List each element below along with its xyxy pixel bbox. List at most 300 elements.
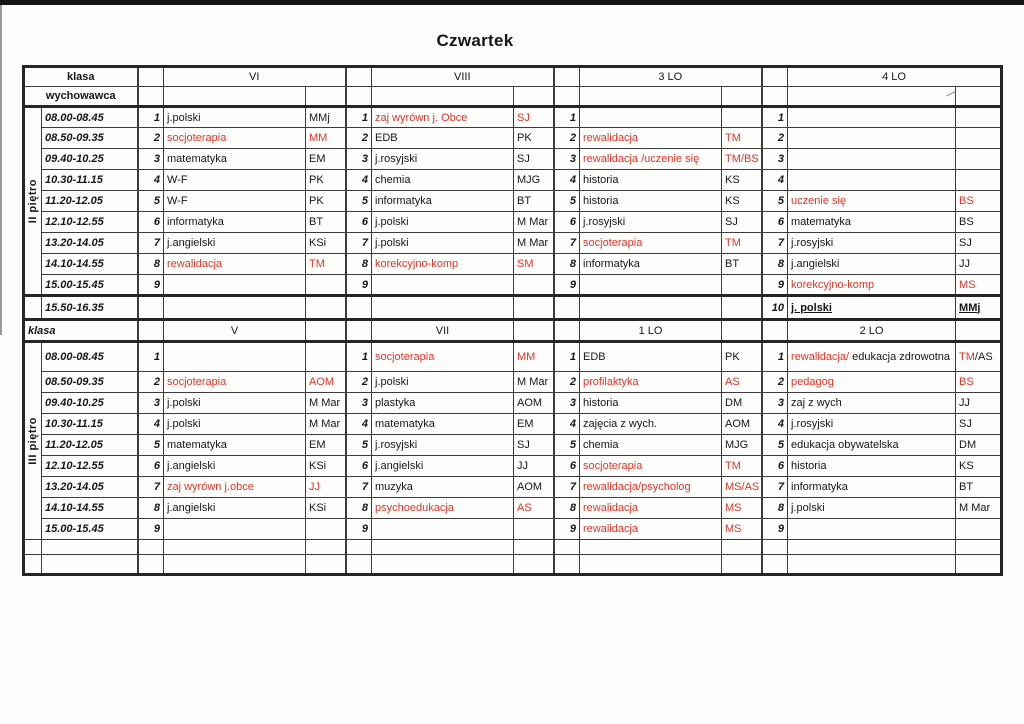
subject-cell: korekcyjno-komp — [788, 275, 956, 296]
teacher-code-cell — [956, 170, 1002, 191]
subject-cell: socjoterapia — [372, 342, 514, 372]
lesson-number-cell — [138, 296, 164, 320]
subject-cell: matematyka — [788, 212, 956, 233]
teacher-code-cell: DM — [956, 435, 1002, 456]
subject-cell: j. polski — [788, 296, 956, 320]
lesson-number-cell — [346, 540, 372, 555]
teacher-code-cell: JJ — [956, 254, 1002, 275]
teacher-code-cell: SJ — [722, 212, 762, 233]
table-row — [24, 555, 1002, 575]
subject-cell: historia — [580, 170, 722, 191]
teacher-code-cell: PK — [306, 191, 346, 212]
lesson-number-cell: 6 — [762, 212, 788, 233]
teacher-code-cell — [514, 296, 554, 320]
lesson-number-cell: 3 — [346, 393, 372, 414]
lesson-number-cell: 4 — [138, 170, 164, 191]
teacher-code-cell: JJ — [514, 456, 554, 477]
lesson-number-cell: 7 — [346, 233, 372, 254]
teacher-code-cell: BT — [956, 477, 1002, 498]
subject-cell — [164, 296, 306, 320]
lesson-number-cell: 7 — [138, 233, 164, 254]
subject-cell — [580, 555, 722, 575]
table-row — [24, 254, 1002, 275]
lesson-number-cell — [346, 320, 372, 342]
subject-cell — [372, 87, 514, 107]
lesson-number-cell — [346, 87, 372, 107]
time-cell: 15.50-16.35 — [42, 296, 138, 320]
teacher-code-cell: BT — [514, 191, 554, 212]
teacher-code-cell: TM — [722, 456, 762, 477]
subject-cell: uczenie się — [788, 191, 956, 212]
lesson-number-cell: 5 — [762, 191, 788, 212]
teacher-code-cell: TM/BS — [722, 149, 762, 170]
lesson-number-cell: 1 — [554, 107, 580, 128]
subject-cell: j.angielski — [788, 254, 956, 275]
subject-text: edukacja zdrowotna — [852, 350, 951, 363]
time-cell: 08.50-09.35 — [42, 128, 138, 149]
teacher-code-cell: BS — [956, 191, 1002, 212]
scan-edge-top — [0, 0, 1024, 5]
class-header-cell: VI — [164, 67, 346, 87]
lesson-number-cell: 1 — [346, 107, 372, 128]
table-row — [24, 212, 1002, 233]
time-cell: 09.40-10.25 — [42, 393, 138, 414]
subject-cell — [788, 87, 956, 107]
subject-cell: chemia — [372, 170, 514, 191]
lesson-number-cell: 9 — [762, 275, 788, 296]
lesson-number-cell — [138, 540, 164, 555]
table-row — [24, 67, 1002, 87]
table-row — [24, 435, 1002, 456]
lesson-number-cell: 2 — [554, 128, 580, 149]
teacher-code-cell — [514, 320, 554, 342]
subject-cell: socjoterapia — [164, 128, 306, 149]
lesson-number-cell: 6 — [762, 456, 788, 477]
lesson-number-cell: 7 — [762, 233, 788, 254]
lesson-number-cell — [762, 540, 788, 555]
subject-cell: socjoterapia — [580, 456, 722, 477]
teacher-code-cell: M Mar — [956, 498, 1002, 519]
lesson-number-cell: 6 — [138, 212, 164, 233]
subject-cell: rewalidacja — [580, 128, 722, 149]
lesson-number-cell: 8 — [138, 254, 164, 275]
subject-cell — [372, 275, 514, 296]
subject-cell: j.polski — [164, 414, 306, 435]
subject-cell — [788, 128, 956, 149]
teacher-code-cell: SJ — [956, 414, 1002, 435]
table-row — [24, 128, 1002, 149]
lesson-number-cell: 1 — [138, 107, 164, 128]
time-cell: 08.50-09.35 — [42, 372, 138, 393]
teacher-code-cell — [514, 87, 554, 107]
teacher-code-cell: PK — [514, 128, 554, 149]
time-cell: 13.20-14.05 — [42, 477, 138, 498]
teacher-code-cell — [306, 87, 346, 107]
teacher-code-cell: JJ — [956, 393, 1002, 414]
subject-cell: informatyka — [788, 477, 956, 498]
lesson-number-cell — [138, 320, 164, 342]
time-cell: 11.20-12.05 — [42, 191, 138, 212]
lesson-number-cell: 5 — [138, 191, 164, 212]
lesson-number-cell — [554, 320, 580, 342]
subject-cell — [164, 275, 306, 296]
table-row — [24, 414, 1002, 435]
klasa-header-cell: klasa — [24, 320, 138, 342]
table-row — [24, 87, 1002, 107]
lesson-number-cell — [762, 320, 788, 342]
lesson-number-cell: 8 — [138, 498, 164, 519]
subject-cell: rewalidacja — [164, 254, 306, 275]
lesson-number-cell: 6 — [346, 456, 372, 477]
subject-cell: j.polski — [372, 212, 514, 233]
teacher-code-cell: MMj — [956, 296, 1002, 320]
subject-cell: rewalidacja/psycholog — [580, 477, 722, 498]
subject-cell: informatyka — [372, 191, 514, 212]
table-row — [24, 275, 1002, 296]
teacher-code-cell: M Mar — [306, 414, 346, 435]
lesson-number-cell: 4 — [554, 170, 580, 191]
lesson-number-cell — [762, 87, 788, 107]
teacher-code-cell: MS/AS — [722, 477, 762, 498]
lesson-number-cell: 6 — [554, 456, 580, 477]
lesson-number-cell: 2 — [554, 372, 580, 393]
subject-cell: j.polski — [164, 107, 306, 128]
lesson-number-cell: 9 — [554, 275, 580, 296]
teacher-code-cell — [956, 540, 1002, 555]
lesson-number-cell — [762, 555, 788, 575]
teacher-code-cell: MS — [722, 519, 762, 540]
teacher-code-cell — [722, 87, 762, 107]
time-cell: 15.00-15.45 — [42, 275, 138, 296]
lesson-number-cell — [138, 67, 164, 87]
teacher-code-cell: AOM — [306, 372, 346, 393]
lesson-number-cell: 3 — [346, 149, 372, 170]
teacher-code-cell: SJ — [514, 107, 554, 128]
teacher-code-cell: AOM — [514, 477, 554, 498]
subject-cell: j.polski — [788, 498, 956, 519]
subject-cell: informatyka — [164, 212, 306, 233]
teacher-code-cell — [956, 320, 1002, 342]
teacher-code-cell: TM — [722, 233, 762, 254]
teacher-code-cell: MM — [306, 128, 346, 149]
lesson-number-cell: 5 — [554, 435, 580, 456]
lesson-number-cell — [762, 67, 788, 87]
teacher-code-cell: KSi — [306, 456, 346, 477]
subject-cell: muzyka — [372, 477, 514, 498]
time-cell: 08.00-08.45 — [42, 342, 138, 372]
subject-cell — [788, 149, 956, 170]
time-cell: 10.30-11.15 — [42, 414, 138, 435]
lesson-number-cell: 8 — [346, 498, 372, 519]
table-row — [24, 498, 1002, 519]
lesson-number-cell: 1 — [762, 342, 788, 372]
subject-cell — [372, 296, 514, 320]
class-header-cell: 4 LO — [788, 67, 1002, 87]
time-cell: 14.10-14.55 — [42, 254, 138, 275]
teacher-code-cell: SJ — [514, 435, 554, 456]
time-cell: 08.00-08.45 — [42, 107, 138, 128]
subject-cell — [164, 540, 306, 555]
teacher-code-cell — [722, 296, 762, 320]
lesson-number-cell: 7 — [762, 477, 788, 498]
lesson-number-cell — [554, 67, 580, 87]
subject-cell: matematyka — [164, 149, 306, 170]
subject-cell — [580, 87, 722, 107]
teacher-code-cell — [956, 149, 1002, 170]
teacher-code-cell — [956, 342, 1002, 372]
lesson-number-cell: 9 — [138, 519, 164, 540]
subject-cell: j.polski — [164, 393, 306, 414]
subject-cell — [788, 170, 956, 191]
teacher-code-cell: M Mar — [514, 212, 554, 233]
table-row — [24, 372, 1002, 393]
teacher-code-cell — [722, 107, 762, 128]
teacher-code-cell: KSi — [306, 498, 346, 519]
teacher-code-cell: SJ — [956, 233, 1002, 254]
lesson-number-cell: 3 — [554, 149, 580, 170]
subject-cell: j.polski — [372, 233, 514, 254]
lesson-number-cell: 1 — [762, 107, 788, 128]
subject-cell: informatyka — [580, 254, 722, 275]
teacher-code-cell: AS — [514, 498, 554, 519]
teacher-code-cell — [306, 555, 346, 575]
class-header-cell: V — [164, 320, 306, 342]
floor-label-text: II piętro — [27, 178, 39, 224]
table-row — [24, 320, 1002, 342]
timetable — [22, 65, 1003, 576]
lesson-number-cell: 3 — [762, 393, 788, 414]
teacher-code-cell — [722, 555, 762, 575]
table-row — [24, 519, 1002, 540]
teacher-code-cell: EM — [306, 149, 346, 170]
subject-cell: j.angielski — [164, 498, 306, 519]
subject-cell — [164, 342, 306, 372]
teacher-code-cell: AS — [722, 372, 762, 393]
time-cell: 15.00-15.45 — [42, 519, 138, 540]
lesson-number-cell: 1 — [554, 342, 580, 372]
teacher-code-cell: BS — [956, 372, 1002, 393]
subject-cell — [788, 519, 956, 540]
subject-cell: historia — [788, 456, 956, 477]
table-row — [24, 296, 1002, 320]
teacher-code-cell: M Mar — [514, 372, 554, 393]
teacher-code-cell: MJG — [514, 170, 554, 191]
subject-cell: profilaktyka — [580, 372, 722, 393]
subject-cell: zaj z wych — [788, 393, 956, 414]
lesson-number-cell: 3 — [138, 149, 164, 170]
subject-cell — [580, 275, 722, 296]
subject-cell: korekcyjno-komp — [372, 254, 514, 275]
class-header-cell: 1 LO — [580, 320, 722, 342]
klasa-header-cell: klasa — [24, 67, 138, 87]
subject-cell: j.rosyjski — [372, 435, 514, 456]
subject-cell: EDB — [580, 342, 722, 372]
lesson-number-cell: 9 — [138, 275, 164, 296]
subject-cell: socjoterapia — [164, 372, 306, 393]
subject-cell: chemia — [580, 435, 722, 456]
class-header-cell: VII — [372, 320, 514, 342]
subject-cell: rewalidacja — [580, 498, 722, 519]
lesson-number-cell: 3 — [138, 393, 164, 414]
lesson-number-cell: 2 — [138, 372, 164, 393]
lesson-number-cell: 8 — [762, 498, 788, 519]
floor-spacer-cell — [24, 296, 42, 320]
subject-cell: plastyka — [372, 393, 514, 414]
teacher-code-cell — [514, 540, 554, 555]
teacher-code-cell — [306, 296, 346, 320]
lesson-number-cell: 4 — [762, 170, 788, 191]
subject-cell: j.polski — [372, 372, 514, 393]
subject-cell — [788, 342, 956, 372]
floor-spacer-cell — [24, 540, 42, 555]
subject-cell: j.angielski — [164, 456, 306, 477]
lesson-number-cell — [554, 296, 580, 320]
lesson-number-cell: 4 — [762, 414, 788, 435]
lesson-number-cell: 4 — [346, 170, 372, 191]
lesson-number-cell: 8 — [762, 254, 788, 275]
subject-cell — [788, 555, 956, 575]
floor-label — [24, 342, 42, 540]
teacher-code-cell: PK — [306, 170, 346, 191]
teacher-code-cell: SM — [514, 254, 554, 275]
teacher-code-cell: KS — [956, 456, 1002, 477]
subject-cell: W-F — [164, 170, 306, 191]
time-cell: 11.20-12.05 — [42, 435, 138, 456]
subject-cell — [580, 296, 722, 320]
subject-cell: j.rosyjski — [372, 149, 514, 170]
time-cell — [42, 540, 138, 555]
table-row — [24, 393, 1002, 414]
teacher-code-cell — [306, 275, 346, 296]
subject-cell: matematyka — [372, 414, 514, 435]
subject-cell — [164, 519, 306, 540]
lesson-number-cell: 2 — [762, 372, 788, 393]
table-row — [24, 456, 1002, 477]
teacher-code-cell: BT — [722, 254, 762, 275]
table-row — [24, 191, 1002, 212]
lesson-number-cell: 2 — [346, 372, 372, 393]
subject-cell: pedagog — [788, 372, 956, 393]
lesson-number-cell: 5 — [346, 435, 372, 456]
teacher-code-cell — [722, 275, 762, 296]
teacher-code-cell: EM — [514, 414, 554, 435]
teacher-code-cell: AOM — [722, 414, 762, 435]
code-text: TM — [959, 351, 975, 363]
table-row — [24, 477, 1002, 498]
teacher-code-cell — [306, 342, 346, 372]
table-row — [24, 107, 1002, 128]
class-header-cell: 2 LO — [788, 320, 956, 342]
teacher-code-cell: MS — [956, 275, 1002, 296]
lesson-number-cell — [346, 555, 372, 575]
table-row — [24, 342, 1002, 372]
subject-cell: j.rosyjski — [788, 233, 956, 254]
subject-cell: EDB — [372, 128, 514, 149]
teacher-code-cell: MM — [514, 342, 554, 372]
lesson-number-cell: 7 — [554, 233, 580, 254]
subject-cell: j.rosyjski — [788, 414, 956, 435]
subject-cell: rewalidacja — [580, 519, 722, 540]
lesson-number-cell: 5 — [346, 191, 372, 212]
time-cell: 14.10-14.55 — [42, 498, 138, 519]
teacher-code-cell: KS — [722, 170, 762, 191]
subject-cell: socjoterapia — [580, 233, 722, 254]
subject-cell — [372, 540, 514, 555]
teacher-code-cell: BS — [956, 212, 1002, 233]
teacher-code-cell: M Mar — [514, 233, 554, 254]
subject-cell: j.angielski — [372, 456, 514, 477]
lesson-number-cell: 6 — [346, 212, 372, 233]
lesson-number-cell: 8 — [554, 498, 580, 519]
teacher-code-cell — [956, 128, 1002, 149]
lesson-number-cell: 9 — [762, 519, 788, 540]
subject-cell: zaj wyrówn j.obce — [164, 477, 306, 498]
lesson-number-cell: 6 — [554, 212, 580, 233]
lesson-number-cell: 7 — [138, 477, 164, 498]
lesson-number-cell: 9 — [554, 519, 580, 540]
lesson-number-cell: 1 — [138, 342, 164, 372]
teacher-code-cell: DM — [722, 393, 762, 414]
subject-cell: historia — [580, 393, 722, 414]
subject-cell — [788, 107, 956, 128]
lesson-number-cell — [554, 540, 580, 555]
subject-cell: zaj wyrówn j. Obce — [372, 107, 514, 128]
teacher-code-cell — [722, 320, 762, 342]
lesson-number-cell: 1 — [346, 342, 372, 372]
subject-cell: zajęcia z wych. — [580, 414, 722, 435]
teacher-code-cell — [514, 275, 554, 296]
teacher-code-cell: MJG — [722, 435, 762, 456]
teacher-code-cell — [956, 555, 1002, 575]
time-cell: 13.20-14.05 — [42, 233, 138, 254]
lesson-number-cell — [346, 67, 372, 87]
subject-cell: matematyka — [164, 435, 306, 456]
teacher-code-cell: AOM — [514, 393, 554, 414]
subject-cell: historia — [580, 191, 722, 212]
teacher-code-cell: PK — [722, 342, 762, 372]
time-cell: 12.10-12.55 — [42, 212, 138, 233]
subject-cell: j.rosyjski — [580, 212, 722, 233]
subject-cell — [580, 107, 722, 128]
page-title: Czwartek — [436, 31, 514, 50]
time-cell: 12.10-12.55 — [42, 456, 138, 477]
class-header-cell: VIII — [372, 67, 554, 87]
lesson-number-cell — [138, 555, 164, 575]
table-row — [24, 233, 1002, 254]
lesson-number-cell: 2 — [138, 128, 164, 149]
table-row — [24, 149, 1002, 170]
lesson-number-cell: 4 — [554, 414, 580, 435]
table-row — [24, 170, 1002, 191]
scan-edge-left — [0, 5, 2, 335]
lesson-number-cell: 2 — [762, 128, 788, 149]
subject-cell: W-F — [164, 191, 306, 212]
floor-label-text: III piętro — [27, 417, 39, 465]
teacher-code-cell: SJ — [514, 149, 554, 170]
lesson-number-cell: 7 — [554, 477, 580, 498]
lesson-number-cell: 4 — [346, 414, 372, 435]
lesson-number-cell: 4 — [138, 414, 164, 435]
teacher-code-cell: EM — [306, 435, 346, 456]
lesson-number-cell: 2 — [346, 128, 372, 149]
subject-text: rewalidacja/ — [791, 350, 853, 363]
subject-cell — [372, 555, 514, 575]
subject-cell: edukacja obywatelska — [788, 435, 956, 456]
subject-cell — [164, 555, 306, 575]
teacher-code-cell — [956, 107, 1002, 128]
time-cell — [42, 555, 138, 575]
subject-cell — [580, 540, 722, 555]
